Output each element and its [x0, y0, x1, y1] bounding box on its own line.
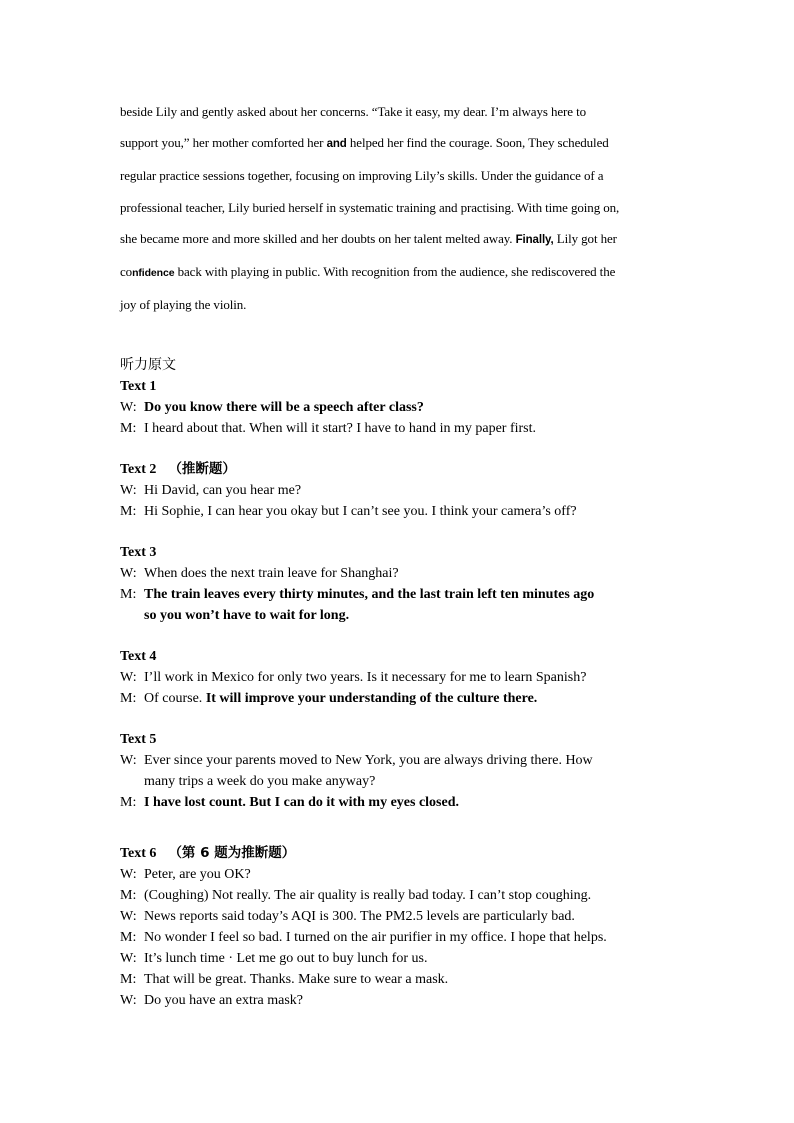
- speaker-label: M:: [120, 888, 137, 903]
- dialogue-answer: It will improve your understanding of the culture there.: [205, 691, 538, 706]
- dialogue-plain: It’s lunch time · Let me go out to buy lunch for us.: [144, 951, 428, 966]
- speaker-label: M:: [120, 930, 137, 945]
- text-heading-label: Text 2: [120, 462, 157, 477]
- text-heading-label: Text 3: [120, 545, 157, 560]
- text-heading-note: （推断题）: [168, 461, 236, 477]
- dialogue-plain: Of course.: [144, 691, 206, 706]
- dialogue-text: [144, 584, 594, 626]
- dialogue-text: [144, 969, 448, 990]
- dialogue-plain: No wonder I feel so bad. I turned on the air purifier in my office. I hope that helps.: [144, 930, 607, 945]
- story-line: support you,” her mother comforted her and helped her find the courage. Soon, They scheduled: [120, 135, 609, 151]
- spacer: [120, 626, 680, 646]
- listening-transcript: [120, 355, 680, 1011]
- dialogue-plain: News reports said today’s AQI is 300. The PM2.5 levels are particularly bad.: [144, 909, 575, 924]
- spacer: [120, 439, 680, 459]
- dialogue-answer: I have lost count. But I can do it with my eyes closed.: [144, 795, 460, 810]
- text-heading-label: Text 1: [120, 379, 157, 394]
- story-line: beside Lily and gently asked about her concerns. “Take it easy, my dear. I’m always here to: [120, 104, 587, 119]
- dialogue-text: [144, 667, 586, 688]
- speaker-label: W:: [120, 753, 137, 768]
- dialogue-text: [144, 397, 424, 418]
- dialogue-text: [144, 563, 399, 584]
- text-block-3: [120, 542, 680, 626]
- story-line: regular practice sessions together, focusing on improving Lily’s skills. Under the guidance of a: [120, 168, 604, 184]
- dialogue-plain: Hi Sophie, I can hear you okay but I can’t see you. I think your camera’s off?: [144, 504, 577, 519]
- text-block-4: [120, 646, 680, 709]
- text-heading: [120, 542, 680, 563]
- dialogue-plain: I’ll work in Mexico for only two years. Is it necessary for me to learn Spanish?: [144, 670, 587, 685]
- spacer: [120, 709, 680, 729]
- dialogue-plain: Ever since your parents moved to New York, you are always driving there. How: [144, 753, 593, 768]
- text-block-2: [120, 459, 680, 522]
- dialogue-plain: When does the next train leave for Shanghai?: [144, 566, 399, 581]
- dialogue-line: [120, 480, 680, 501]
- dialogue-line: [120, 667, 680, 688]
- dialogue-text: [144, 864, 251, 885]
- text-heading-label: Text 5: [120, 732, 157, 747]
- dialogue-line: [120, 948, 680, 969]
- dialogue-plain: Do you have an extra mask?: [144, 993, 303, 1008]
- text-heading-note: （第 6 题为推断题）: [168, 845, 296, 861]
- story-line: professional teacher, Lily buried herself in systematic training and practising. With time going on,: [120, 199, 620, 215]
- speaker-label: M:: [120, 587, 137, 602]
- dialogue-line: [120, 906, 680, 927]
- dialogue-line: [120, 864, 680, 885]
- dialogue-line: [120, 990, 680, 1011]
- dialogue-text: [144, 990, 303, 1011]
- dialogue-text: [144, 948, 427, 969]
- text-block-1: [120, 376, 680, 439]
- dialogue-plain: I heard about that. When will it start? I have to hand in my paper first.: [144, 421, 537, 436]
- story-line: she became more and more skilled and her doubts on her talent melted away. Finally, Lily got her: [120, 230, 617, 246]
- text-heading: [120, 843, 680, 864]
- text-block-6: [120, 843, 680, 1011]
- text-heading: [120, 729, 680, 750]
- text-block-5: [120, 729, 680, 813]
- dialogue-text: [144, 792, 459, 813]
- text-heading: [120, 376, 680, 397]
- dialogue-plain: Peter, are you OK?: [144, 867, 251, 882]
- dialogue-text: [144, 885, 591, 906]
- dialogue-line: [120, 584, 680, 626]
- speaker-label: W:: [120, 867, 137, 882]
- section-title: 听力原文: [120, 357, 176, 373]
- story-line: confidence back with playing in public. With recognition from the audience, she rediscovered the: [120, 264, 616, 280]
- dialogue-line: [120, 501, 680, 522]
- dialogue-text: [144, 927, 607, 948]
- dialogue-line: [120, 885, 680, 906]
- transcript-texts: [120, 376, 680, 1011]
- text-heading-label: Text 6: [120, 846, 157, 861]
- dialogue-line: [120, 397, 680, 418]
- dialogue-line: [120, 750, 680, 792]
- dialogue-plain: (Coughing) Not really. The air quality is really bad today. I can’t stop coughing.: [144, 888, 592, 903]
- story-paragraph: [120, 96, 676, 320]
- dialogue-line: [120, 927, 680, 948]
- dialogue-text: [144, 688, 537, 709]
- text-heading: [120, 646, 680, 667]
- dialogue-text: [144, 501, 577, 522]
- dialogue-answer-continued: so you won’t have to wait for long.: [144, 608, 350, 623]
- dialogue-line: [120, 969, 680, 990]
- spacer: [120, 813, 680, 843]
- speaker-label: W:: [120, 993, 137, 1008]
- dialogue-answer: The train leaves every thirty minutes, and the last train left ten minutes ago: [144, 587, 595, 602]
- speaker-label: M:: [120, 795, 137, 810]
- dialogue-plain: That will be great. Thanks. Make sure to wear a mask.: [144, 972, 449, 987]
- speaker-label: W:: [120, 670, 137, 685]
- dialogue-text: [144, 418, 536, 439]
- speaker-label: M:: [120, 421, 137, 436]
- dialogue-line: [120, 563, 680, 584]
- dialogue-line: [120, 418, 680, 439]
- dialogue-text: [144, 480, 301, 501]
- speaker-label: W:: [120, 909, 137, 924]
- speaker-label: W:: [120, 483, 137, 498]
- speaker-label: M:: [120, 504, 137, 519]
- text-heading: [120, 459, 680, 480]
- speaker-label: W:: [120, 951, 137, 966]
- story-line: joy of playing the violin.: [120, 297, 247, 313]
- speaker-label: M:: [120, 972, 137, 987]
- dialogue-text: [144, 906, 575, 927]
- dialogue-plain: Hi David, can you hear me?: [144, 483, 302, 498]
- speaker-label: W:: [120, 566, 137, 581]
- text-heading-label: Text 4: [120, 649, 157, 664]
- spacer: [120, 522, 680, 542]
- speaker-label: M:: [120, 691, 137, 706]
- speaker-label: W:: [120, 400, 137, 415]
- dialogue-answer: Do you know there will be a speech after class?: [144, 400, 424, 415]
- dialogue-text: [144, 750, 593, 792]
- dialogue-line: [120, 688, 680, 709]
- dialogue-line: [120, 792, 680, 813]
- dialogue-continued: many trips a week do you make anyway?: [144, 774, 376, 789]
